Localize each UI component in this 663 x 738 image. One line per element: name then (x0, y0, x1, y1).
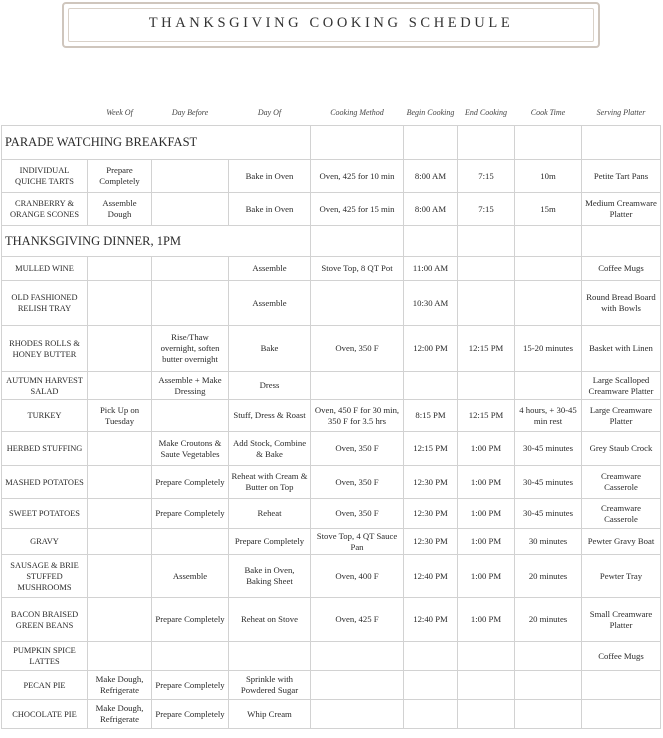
table-cell (88, 326, 152, 372)
table-cell (88, 372, 152, 400)
table-cell: 12:30 PM (404, 499, 458, 529)
table-row (2, 499, 661, 529)
table-cell: Prepare Completely (88, 160, 152, 193)
table-cell: Prepare Completely (152, 499, 229, 529)
column-header: Week Of (106, 108, 133, 117)
table-cell (311, 372, 404, 400)
table-cell: Prepare Completely (229, 529, 311, 555)
column-header-row (2, 100, 661, 126)
table-cell: 8:15 PM (404, 400, 458, 432)
table-cell: Oven, 350 F (311, 466, 404, 499)
column-header: Day Of (257, 108, 282, 117)
dish-name: TURKEY (2, 400, 88, 432)
section-row (2, 226, 661, 257)
empty-cell (404, 126, 458, 160)
dish-name: AUTUMN HARVEST SALAD (2, 372, 88, 400)
dish-name: PUMPKIN SPICE LATTES (2, 642, 88, 671)
table-cell: Grey Staub Crock (582, 432, 661, 466)
table-cell: Whip Cream (229, 700, 311, 729)
table-row (2, 193, 661, 226)
table-row (2, 555, 661, 598)
dish-name: PECAN PIE (2, 671, 88, 700)
table-cell (515, 700, 582, 729)
column-header: Day Before (171, 108, 209, 117)
table-cell: Small Creamware Platter (582, 598, 661, 642)
table-cell (404, 642, 458, 671)
table-cell: 30-45 minutes (515, 432, 582, 466)
empty-cell (515, 126, 582, 160)
table-cell: Reheat with Cream & Butter on Top (229, 466, 311, 499)
table-cell: Oven, 425 F (311, 598, 404, 642)
table-cell: Coffee Mugs (582, 642, 661, 671)
table-cell: Assemble Dough (88, 193, 152, 226)
table-cell: 8:00 AM (404, 193, 458, 226)
dish-name: MASHED POTATOES (2, 466, 88, 499)
empty-cell (404, 226, 458, 257)
table-cell: 15m (515, 193, 582, 226)
table-cell (458, 671, 515, 700)
empty-cell (311, 226, 404, 257)
table-row (2, 671, 661, 700)
section-title: PARADE WATCHING BREAKFAST (2, 126, 311, 160)
table-cell (311, 700, 404, 729)
table-cell: Assemble (229, 257, 311, 281)
table-cell: 1:00 PM (458, 555, 515, 598)
table-cell: Stuff, Dress & Roast (229, 400, 311, 432)
table-cell (404, 372, 458, 400)
table-row (2, 642, 661, 671)
table-row (2, 598, 661, 642)
table-cell (458, 700, 515, 729)
column-header (2, 100, 88, 126)
table-cell: 10:30 AM (404, 281, 458, 326)
table-cell: 12:15 PM (404, 432, 458, 466)
table-cell: Round Bread Board with Bowls (582, 281, 661, 326)
table-cell (458, 372, 515, 400)
table-cell: 1:00 PM (458, 432, 515, 466)
table-cell: Bake in Oven, Baking Sheet (229, 555, 311, 598)
table-cell (404, 671, 458, 700)
table-cell: 1:00 PM (458, 529, 515, 555)
table-cell: Make Croutons & Saute Vegetables (152, 432, 229, 466)
table-cell (582, 700, 661, 729)
table-cell: Bake in Oven (229, 193, 311, 226)
column-header: Serving Platter (596, 108, 646, 117)
table-cell (458, 642, 515, 671)
table-cell (515, 281, 582, 326)
dish-name: SAUSAGE & BRIE STUFFED MUSHROOMS (2, 555, 88, 598)
table-cell: Assemble (152, 555, 229, 598)
table-cell: Rise/Thaw overnight, soften butter overnight (152, 326, 229, 372)
table-cell: Prepare Completely (152, 466, 229, 499)
table-cell: Make Dough, Refrigerate (88, 700, 152, 729)
table-row (2, 400, 661, 432)
table-cell (582, 671, 661, 700)
table-row (2, 326, 661, 372)
table-cell: Oven, 400 F (311, 555, 404, 598)
table-cell: 20 minutes (515, 598, 582, 642)
table-row (2, 466, 661, 499)
table-cell: Assemble (229, 281, 311, 326)
dish-name: SWEET POTATOES (2, 499, 88, 529)
section-row (2, 126, 661, 160)
table-cell (311, 281, 404, 326)
empty-cell (458, 226, 515, 257)
schedule-table (1, 100, 661, 729)
table-cell: Prepare Completely (152, 671, 229, 700)
table-cell (88, 257, 152, 281)
empty-cell (311, 126, 404, 160)
table-cell (404, 700, 458, 729)
table-cell: Sprinkle with Powdered Sugar (229, 671, 311, 700)
table-cell: Bake (229, 326, 311, 372)
table-cell: 20 minutes (515, 555, 582, 598)
table-cell: Make Dough, Refrigerate (88, 671, 152, 700)
table-cell (515, 642, 582, 671)
table-cell: 30 minutes (515, 529, 582, 555)
table-cell (152, 529, 229, 555)
column-header: Cooking Method (330, 108, 384, 117)
table-cell: 12:40 PM (404, 555, 458, 598)
table-cell: Add Stock, Combine & Bake (229, 432, 311, 466)
table-row (2, 700, 661, 729)
table-row (2, 372, 661, 400)
table-row (2, 257, 661, 281)
column-header: Begin Cooking (406, 108, 455, 117)
table-cell: Medium Creamware Platter (582, 193, 661, 226)
dish-name: MULLED WINE (2, 257, 88, 281)
table-cell (152, 160, 229, 193)
table-row (2, 432, 661, 466)
table-cell: Oven, 450 F for 30 min, 350 F for 3.5 hrs (311, 400, 404, 432)
column-header: Cook Time (530, 108, 566, 117)
table-row (2, 160, 661, 193)
table-cell: Dress (229, 372, 311, 400)
table-cell (515, 372, 582, 400)
table-cell (152, 400, 229, 432)
table-cell: Oven, 425 for 10 min (311, 160, 404, 193)
table-cell: Stove Top, 8 QT Pot (311, 257, 404, 281)
empty-cell (582, 126, 661, 160)
dish-name: RHODES ROLLS & HONEY BUTTER (2, 326, 88, 372)
table-row (2, 529, 661, 555)
table-cell: 4 hours, + 30-45 min rest (515, 400, 582, 432)
table-cell: Prepare Completely (152, 598, 229, 642)
dish-name: CHOCOLATE PIE (2, 700, 88, 729)
table-cell: 11:00 AM (404, 257, 458, 281)
dish-name: GRAVY (2, 529, 88, 555)
table-cell: Creamware Casserole (582, 499, 661, 529)
table-cell: Stove Top, 4 QT Sauce Pan (311, 529, 404, 555)
table-cell: Assemble + Make Dressing (152, 372, 229, 400)
table-cell (88, 529, 152, 555)
table-cell: 12:15 PM (458, 400, 515, 432)
table-cell (152, 281, 229, 326)
table-cell: Coffee Mugs (582, 257, 661, 281)
dish-name: HERBED STUFFING (2, 432, 88, 466)
dish-name: INDIVIDUAL QUICHE TARTS (2, 160, 88, 193)
table-cell (152, 193, 229, 226)
table-cell: Oven, 350 F (311, 432, 404, 466)
table-cell (88, 432, 152, 466)
table-cell: Basket with Linen (582, 326, 661, 372)
table-cell: Prepare Completely (152, 700, 229, 729)
table-cell: 1:00 PM (458, 598, 515, 642)
table-cell (229, 642, 311, 671)
table-cell (458, 257, 515, 281)
table-cell (458, 281, 515, 326)
table-cell (88, 281, 152, 326)
table-cell (311, 671, 404, 700)
table-cell (152, 642, 229, 671)
empty-cell (458, 126, 515, 160)
table-cell: Creamware Casserole (582, 466, 661, 499)
table-cell: 10m (515, 160, 582, 193)
table-cell: 1:00 PM (458, 499, 515, 529)
page-title: THANKSGIVING COOKING SCHEDULE (148, 15, 514, 31)
table-row (2, 281, 661, 326)
table-cell: 12:40 PM (404, 598, 458, 642)
table-cell: 7:15 (458, 193, 515, 226)
table-cell: Pewter Gravy Boat (582, 529, 661, 555)
empty-cell (515, 226, 582, 257)
table-cell: 12:00 PM (404, 326, 458, 372)
table-cell: 12:30 PM (404, 529, 458, 555)
table-cell: 12:15 PM (458, 326, 515, 372)
table-cell: Large Creamware Platter (582, 400, 661, 432)
table-cell: 8:00 AM (404, 160, 458, 193)
table-cell (515, 257, 582, 281)
table-cell: Bake in Oven (229, 160, 311, 193)
table-cell (88, 466, 152, 499)
table-cell: Petite Tart Pans (582, 160, 661, 193)
dish-name: BACON BRAISED GREEN BEANS (2, 598, 88, 642)
table-cell: 12:30 PM (404, 466, 458, 499)
table-cell: Oven, 350 F (311, 499, 404, 529)
table-cell: 1:00 PM (458, 466, 515, 499)
table-cell: Reheat (229, 499, 311, 529)
table-cell (311, 642, 404, 671)
table-cell: 30-45 minutes (515, 499, 582, 529)
table-cell: 15-20 minutes (515, 326, 582, 372)
table-cell: Reheat on Stove (229, 598, 311, 642)
table-cell: Pewter Tray (582, 555, 661, 598)
empty-cell (582, 226, 661, 257)
table-cell: 7:15 (458, 160, 515, 193)
section-title: THANKSGIVING DINNER, 1PM (2, 226, 311, 257)
table-cell (88, 642, 152, 671)
table-cell: Large Scalloped Creamware Platter (582, 372, 661, 400)
title-banner (62, 2, 600, 48)
table-cell (152, 257, 229, 281)
dish-name: OLD FASHIONED RELISH TRAY (2, 281, 88, 326)
table-cell (88, 555, 152, 598)
table-cell: Oven, 350 F (311, 326, 404, 372)
table-cell (88, 499, 152, 529)
dish-name: CRANBERRY & ORANGE SCONES (2, 193, 88, 226)
table-cell (88, 598, 152, 642)
table-cell: Oven, 425 for 15 min (311, 193, 404, 226)
column-header: End Cooking (465, 108, 507, 117)
table-cell: 30-45 minutes (515, 466, 582, 499)
table-cell (515, 671, 582, 700)
table-cell: Pick Up on Tuesday (88, 400, 152, 432)
